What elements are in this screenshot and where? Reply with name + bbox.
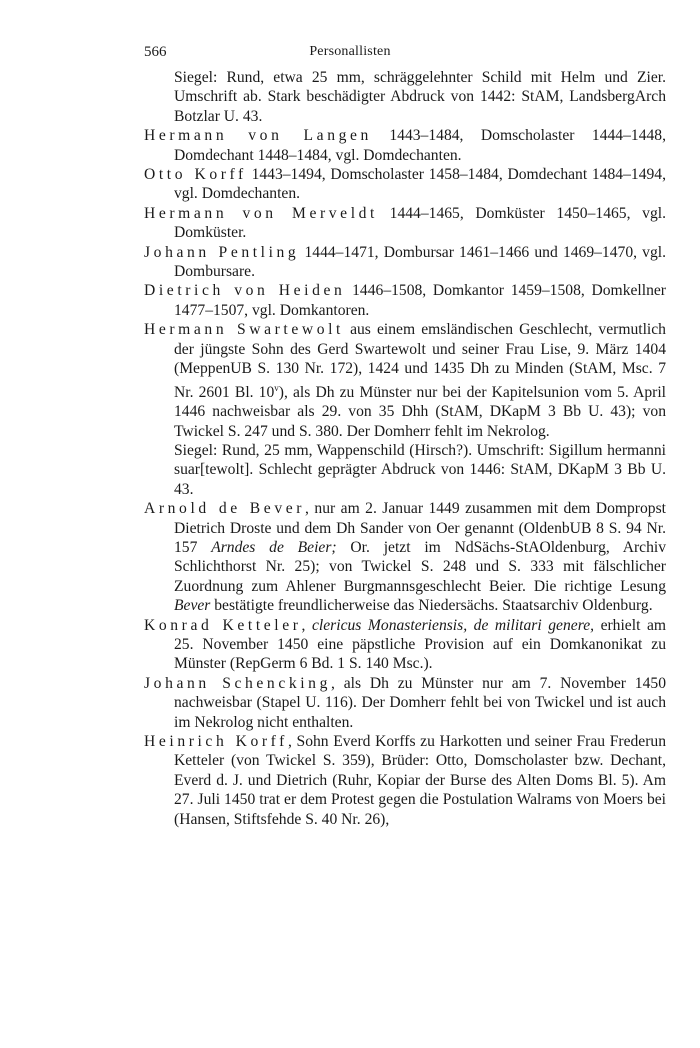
superscript: v <box>274 382 279 393</box>
entry-name: Otto Korff <box>144 166 247 184</box>
entry-text: 1444–1465, Domküster 1450–1465, vgl. Domküster. <box>174 204 667 242</box>
entry-text: erhielt am 25. November 1450 eine päpstliche Provision auf ein Domkanonikat zu Münster (RepGerm 6 Bd. 1 S. 140 Msc.). <box>174 616 666 673</box>
entry-text: 1443–1484, Domscholaster 1444–1448, Domdechant 1448–1484, vgl. Domdechanten. <box>174 127 666 164</box>
entry-konrad-ketteler <box>144 616 666 674</box>
italic-citation: Bever <box>174 597 211 615</box>
entry-dietrich-heiden <box>144 281 666 320</box>
entry-johann-schencking <box>144 674 666 732</box>
entry-text: , als Dh zu Münster nur am 7. November 1450 nachweisbar (Stapel U. 116). Der Domherr fehlt bei von Twickel und ist auch im Nekrolog nicht enthalten. <box>174 674 666 731</box>
entry-hermann-langen <box>144 126 666 165</box>
entry-name: Konrad Ketteler <box>144 616 302 634</box>
entry-name: Arnold de Bever <box>144 500 306 518</box>
entry-text: ), als Dh zu Münster nur bei der Kapitelsunion vom 5. April 1446 nachweisbar als 29. von 35 Dhh (StAM, DKapM 3 Bb U. 43); von Twickel S. 247 und S. 380. Der Domherr fehlt im Nekrolog. <box>174 383 666 440</box>
entry-johann-pentling <box>144 243 666 282</box>
entry-text: 1443–1494, Domscholaster 1458–1484, Domdechant 1484–1494, vgl. Domdechanten. <box>174 166 666 203</box>
entry-otto-korff <box>144 165 666 204</box>
entry-text: , <box>301 616 312 634</box>
entry-name: Hermann von Langen <box>144 127 372 145</box>
entry-text: Siegel: Rund, 25 mm, Wappenschild (Hirsch?). Umschrift: Sigillum hermanni suar[tewolt]. Schlecht geprägter Abdruck von 1446: StAM, DKapM 3 Bb U. 43. <box>174 441 666 498</box>
entry-name: Johann Pentling <box>144 243 300 261</box>
italic-citation: clericus Monasteriensis, de militari genere, <box>312 616 595 634</box>
italic-citation: Arndes de Beier; <box>211 538 337 556</box>
entry-name: Dietrich von Heiden <box>144 282 346 300</box>
running-title: Personallisten <box>309 44 391 59</box>
entry-text: Or. jetzt im NdSächs-StAOldenburg, Archiv Schlichthorst Nr. 25); von Twickel S. 248 und S. 333 mit fälschlicher Zuordnung zum Ahlener Burgmannsgeschlecht Beier. Die richtige Lesung <box>174 538 667 595</box>
entry-text: , Sohn Everd Korffs zu Harkotten und seiner Frau Frederun Ketteler (von Twickel S. 359), Brüder: Otto, Domscholaster bzw. Dechant, Everd d. J. und Dietrich (Ruhr, Kopiar der Burse des Alten Doms Bl. 5). Am 27. Juli 1450 trat er dem Protest gegen die Postulation Walrams von Moers bei (Hansen, Stiftsfehde S. 40 Nr. 26), <box>174 733 666 828</box>
entry-text: Siegel: Rund, etwa 25 mm, schräggelehnter Schild mit Helm und Zier. Umschrift ab. Stark beschädigter Abdruck von 1442: StAM, LandsbergArch Botzlar U. 43. <box>174 69 666 125</box>
entry-text: bestätigte freundlicherweise das Niedersächs. Staatsarchiv Oldenburg. <box>210 597 653 615</box>
entry-text: aus einem emsländischen Geschlecht, vermutlich der jüngste Sohn des Gerd Swartewolt und seiner Frau Lise, 9. März 1404 (MeppenUB S. 130 Nr. 172), 1424 und 1435 Dh zu Minden (StAM, Msc. 7 Nr. 2601 Bl. 10 <box>174 321 666 401</box>
entry-list <box>144 68 666 829</box>
entry-arnold-bever <box>144 499 666 615</box>
entry-hermann-merveldt <box>144 204 666 243</box>
entry-text: , nur am 2. Januar 1449 zusammen mit dem Dompropst Dietrich Droste und dem Dh Sander von Oer genannt (OldenbUB 8 S. 94 Nr. 157 <box>174 500 666 556</box>
entry-name: Johann Schencking <box>144 674 331 692</box>
entry-siegel-swartewolt <box>144 441 666 499</box>
entry-text: 1444–1471, Dombursar 1461–1466 und 1469–1470, vgl. Dombursare. <box>174 243 666 281</box>
entry-hermann-swartewolt <box>144 320 666 441</box>
page-number: 566 <box>144 44 167 60</box>
entry-name: Hermann Swartewolt <box>144 321 344 339</box>
entry-heinrich-korff <box>144 732 666 829</box>
entry-name: Heinrich Korff <box>144 733 288 750</box>
entry-name: Hermann von Merveldt <box>144 204 378 222</box>
entry-siegel-pre <box>144 68 666 126</box>
entry-text: 1446–1508, Domkantor 1459–1508, Domkellner 1477–1507, vgl. Domkantoren. <box>174 282 666 319</box>
